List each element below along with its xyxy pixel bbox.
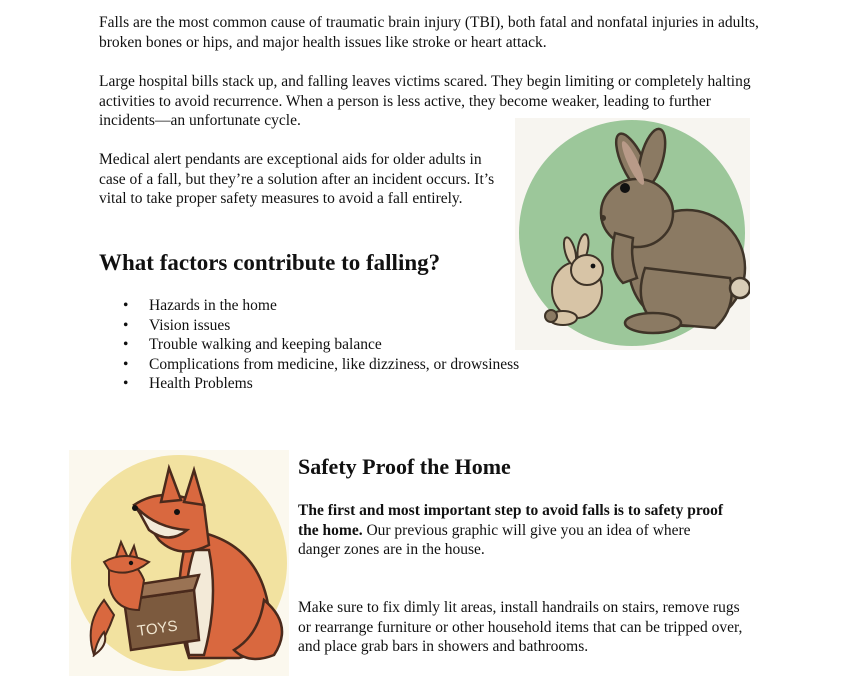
intro-paragraph-1: Falls are the most common cause of traumatic brain injury (TBI), both fatal and nonfatal injuries in adults, broken bones or hips, and major health issues like stroke or heart attack.	[99, 14, 759, 51]
safety-paragraph-1-rest: Our previous graphic will give you an idea of where danger zones are in the house.	[298, 521, 691, 558]
rabbit-illustration-icon	[515, 118, 750, 350]
toys-label: TOYS	[136, 617, 179, 640]
list-item: • Vision issues	[100, 316, 519, 336]
fox-illustration-icon	[69, 450, 289, 676]
intro-paragraph-3: Medical alert pendants are exceptional aids for older adults in case of a fall, but they’re a solution after an incident occurs. It’s vital to take proper safety measures to avoid a fall entirely.	[99, 151, 495, 207]
list-item: • Trouble walking and keeping balance	[100, 335, 519, 355]
factors-list	[100, 296, 519, 394]
safety-paragraph-2: Make sure to fix dimly lit areas, install handrails on stairs, remove rugs or rearrange furniture or other household items that can be tripped over, and place grab bars in showers and bathrooms.	[298, 599, 743, 655]
factors-heading: What factors contribute to falling?	[99, 250, 441, 275]
intro-paragraph-2: Large hospital bills stack up, and falling leaves victims scared. They begin limiting or completely halting activities to avoid recurrence. When a person is less active, they become weaker, leading to further incidents—an unfortunate cycle.	[99, 73, 751, 129]
safety-heading: Safety Proof the Home	[298, 454, 511, 479]
safety-bold-lead: The first and most important step to avoid falls is to safety proof the home.	[298, 502, 724, 539]
safety-paragraph-1	[298, 501, 728, 560]
list-item: • Hazards in the home	[100, 296, 519, 316]
list-item: • Complications from medicine, like dizziness, or drowsiness	[100, 355, 519, 375]
list-item: • Health Problems	[100, 374, 519, 394]
